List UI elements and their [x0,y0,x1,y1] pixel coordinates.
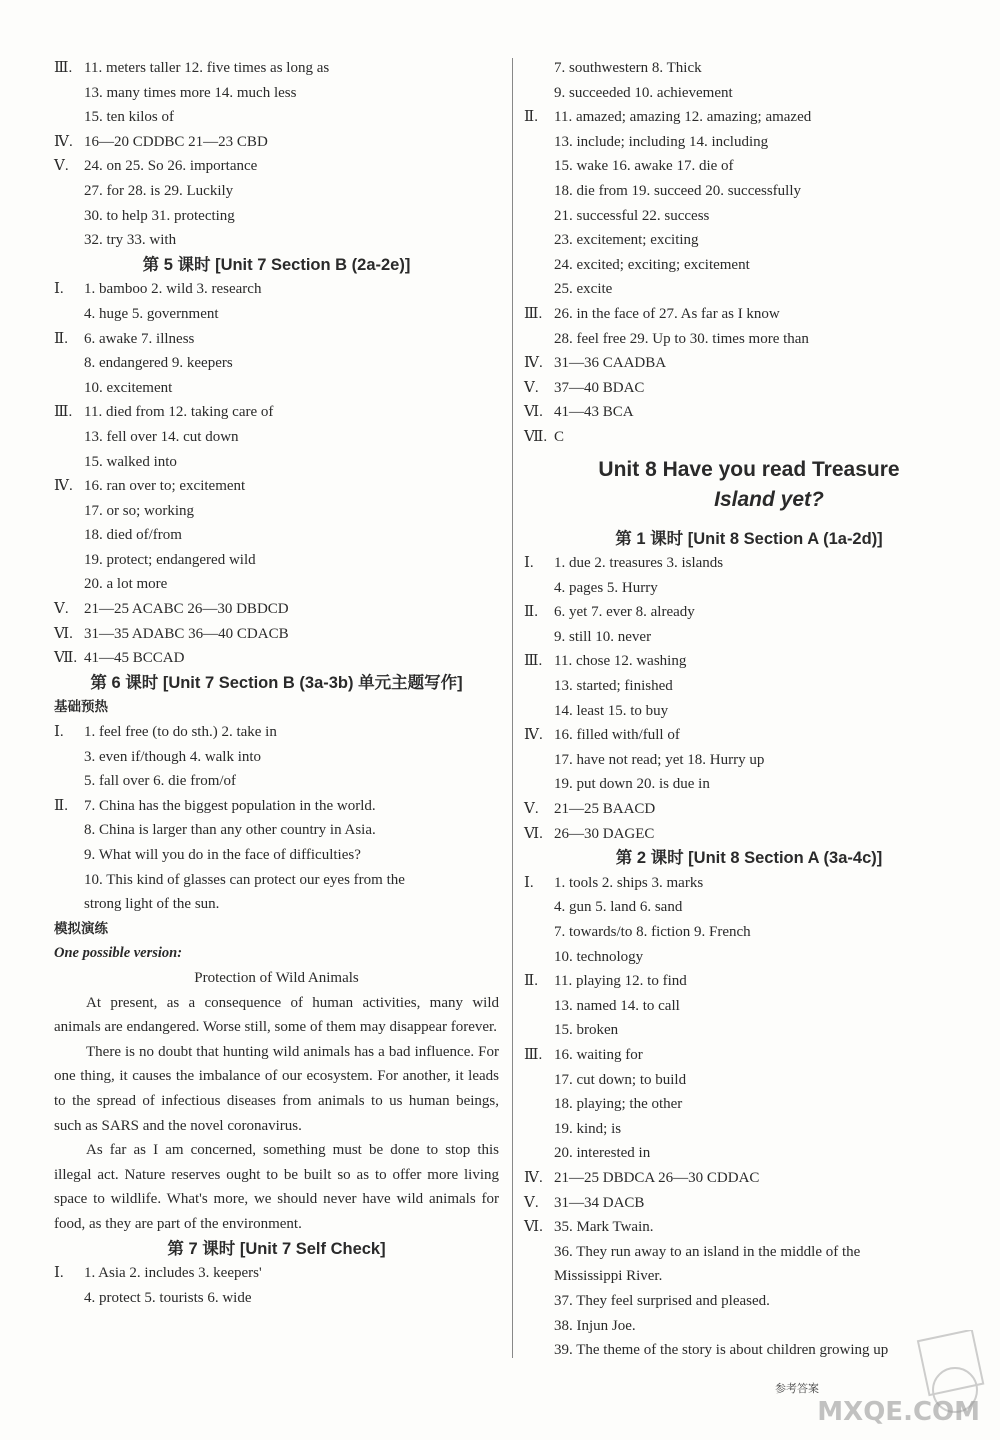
watermark-text: MXQE.COM [817,1397,980,1427]
answer-text: 11. amazed; amazing 12. amazing; amazed [554,109,812,126]
answer-text: 23. excitement; exciting [554,232,699,249]
answer-text: 11. died from 12. taking care of [84,404,274,421]
answer-text: 30. to help 31. protecting [84,207,235,224]
answer-line [524,228,974,253]
section-numeral: Ⅵ. [524,825,543,842]
answer-line [54,892,499,917]
answer-text: 1. Asia 2. includes 3. keepers' [84,1265,262,1282]
answer-line [524,1141,974,1166]
answer-line [524,1289,974,1314]
answer-text: 18. die from 19. succeed 20. successfully [554,182,802,199]
answer-text: 20. interested in [554,1145,651,1162]
right-column [524,56,974,1363]
answer-text: 21—25 BAACD [554,801,656,818]
answer-text: 19. kind; is [554,1120,622,1137]
answer-line [524,699,974,724]
answer-line [524,625,974,650]
answer-text: 3. even if/though 4. walk into [84,748,262,765]
answer-line [524,723,974,748]
answer-text: 28. feel free 29. Up to 30. times more than [554,330,809,347]
lesson-heading: 第 2 课时 [Unit 8 Section A (3a-4c)] [615,849,883,868]
section-numeral: Ⅵ. [524,404,543,421]
answer-line [524,130,974,155]
answer-text: 17. or so; working [84,502,194,519]
answer-line [524,327,974,352]
answer-line [54,572,499,597]
answer-line [54,56,499,81]
answer-line [54,105,499,130]
answer-line [524,1191,974,1216]
answer-line [524,1092,974,1117]
answer-line [54,745,499,770]
answer-text: 19. protect; endangered wild [84,551,256,568]
answer-text: 16. ran over to; excitement [84,478,246,495]
section-numeral: Ⅵ. [524,1219,543,1236]
answer-line [54,228,499,253]
footer-label: 参考答案 [775,1382,819,1395]
answer-line [524,895,974,920]
section-numeral: Ⅳ. [54,133,73,150]
answer-text: 31—36 CAADBA [554,355,667,372]
answer-text: 32. try 33. with [84,232,177,249]
essay-paragraph: At present, as a consequence of human activities, many wild animals are endangered. Worse still, some of them may disappear forever. [54,994,499,1036]
answer-line [524,179,974,204]
answer-line [524,1240,974,1265]
section-numeral: Ⅱ. [524,604,538,621]
answer-text: 6. yet 7. ever 8. already [554,604,695,621]
answer-text: 9. What will you do in the face of difficulties? [84,847,361,863]
answer-line [524,945,974,970]
answer-line [54,646,499,671]
lesson-heading: 第 7 课时 [Unit 7 Self Check] [167,1239,386,1258]
unit-title-line1: Unit 8 Have you read Treasure [598,457,900,481]
answer-line [524,81,974,106]
answer-text: 13. named 14. to call [554,997,680,1014]
lesson-heading: 第 1 课时 [Unit 8 Section A (1a-2d)] [615,529,883,548]
section-numeral: Ⅲ. [54,404,73,421]
answer-text: 8. endangered 9. keepers [84,355,233,372]
essay-paragraph: There is no doubt that hunting wild animals has a bad influence. For one thing, it causes the imbalance of our ecosystem. For another, it leads to the spread of infectious diseases from animals to us human beings, such as SARS and the novel coronavirus. [54,1043,499,1134]
section-numeral: Ⅴ. [54,158,69,175]
answer-text: 26—30 DAGEC [554,825,655,842]
answer-text: 21—25 ACABC 26—30 DBDCD [84,601,289,618]
answer-line [524,1117,974,1142]
section-numeral: Ⅲ. [54,60,73,76]
section-numeral: Ⅱ. [524,109,538,126]
answer-text: 41—45 BCCAD [84,650,185,667]
answer-text: 7. southwestern 8. Thick [554,60,702,76]
answer-line [524,822,974,847]
section-numeral: Ⅱ. [54,797,68,814]
section-numeral: Ⅱ. [54,330,68,347]
answer-line [54,597,499,622]
answer-line [54,818,499,843]
column-divider [512,58,513,1358]
answer-line [524,1018,974,1043]
answer-text: 1. due 2. treasures 3. islands [554,555,724,572]
answer-line [524,871,974,896]
section-numeral: Ⅰ. [54,281,64,298]
answer-text: 4. pages 5. Hurry [554,579,658,596]
answer-text: 37—40 BDAC [554,379,645,396]
lesson-heading: 第 6 课时 [Unit 7 Section B (3a-3b) 单元主题写作] [90,673,463,692]
answer-text: 19. put down 20. is due in [554,776,710,793]
answer-line [524,351,974,376]
section-numeral: Ⅲ. [524,305,543,322]
answer-text: Mississippi River. [554,1268,663,1285]
answer-text: 4. gun 5. land 6. sand [554,899,683,916]
answer-text: 15. broken [554,1022,619,1039]
answer-text: 9. succeeded 10. achievement [554,84,733,101]
section-numeral: Ⅴ. [54,601,69,618]
answer-line [54,548,499,573]
answer-text: 41—43 BCA [554,404,634,421]
answer-text: 17. have not read; yet 18. Hurry up [554,751,765,768]
subsection-label: 基础预热 [54,699,108,716]
answer-line [54,400,499,425]
answer-line [54,450,499,475]
answer-text: 21—25 DBDCA 26—30 CDDAC [554,1169,760,1186]
section-numeral: Ⅴ. [524,1194,539,1211]
answer-line [524,748,974,773]
answer-text: 20. a lot more [84,576,168,593]
answer-text: 16. filled with/full of [554,727,680,744]
answer-line [54,81,499,106]
answer-text: 38. Injun Joe. [554,1317,636,1334]
answer-line [524,154,974,179]
answer-text: 17. cut down; to build [554,1071,687,1088]
watermark-logo [805,1330,990,1430]
essay-title: Protection of Wild Animals [194,969,359,986]
section-numeral: Ⅳ. [524,355,543,372]
answer-text: 15. ten kilos of [84,109,174,126]
answer-text: 18. died of/from [84,527,182,544]
answer-text: 18. playing; the other [554,1096,683,1113]
answer-text: 10. This kind of glasses can protect our eyes from the [84,871,405,888]
answer-line [524,376,974,401]
answer-text: 39. The theme of the story is about children growing up [554,1342,889,1359]
section-numeral: Ⅱ. [524,973,538,990]
answer-line [524,105,974,130]
answer-text: 31—35 ADABC 36—40 CDACB [84,625,289,642]
section-numeral: Ⅳ. [524,1169,543,1186]
answer-line [524,1264,974,1289]
essay-paragraph: As far as I am concerned, something must be done to stop this illegal act. Nature reserves ought to be built so as to offer more living space to wildlife. What's more, we should never have wild animals for food, as they are part of the environment. [54,1142,499,1232]
answer-text: 7. towards/to 8. fiction 9. French [554,924,751,940]
answer-text: 15. wake 16. awake 17. die of [554,158,734,175]
answer-text: 11. meters taller 12. five times as long as [84,60,330,76]
answer-line [54,277,499,302]
answer-line [54,843,499,868]
section-numeral: Ⅰ. [524,874,534,891]
answer-line [524,400,974,425]
answer-line [524,204,974,229]
section-numeral: Ⅰ. [54,1265,64,1282]
answer-text: 1. tools 2. ships 3. marks [554,874,704,891]
answer-text: C [554,428,565,445]
answer-text: 8. China is larger than any other country in Asia. [84,822,376,839]
answer-line [54,720,499,745]
answer-text: 9. still 10. never [554,628,652,645]
section-numeral: Ⅴ. [524,801,539,818]
answer-line [524,1043,974,1068]
answer-text: 15. walked into [84,453,177,470]
answer-line [54,376,499,401]
answer-text: 5. fall over 6. die from/of [84,773,237,790]
answer-text: 13. many times more 14. much less [84,84,297,101]
answer-line [54,794,499,819]
answer-line [524,1068,974,1093]
section-numeral: Ⅳ. [524,727,543,744]
answer-line [54,351,499,376]
answer-line [54,425,499,450]
section-numeral: Ⅲ. [524,653,543,670]
answer-line [524,994,974,1019]
answer-text: 36. They run away to an island in the middle of the [554,1243,861,1260]
answer-text: 13. include; including 14. including [554,133,769,150]
answer-text: 13. started; finished [554,678,673,695]
section-numeral: Ⅲ. [524,1046,543,1063]
answer-line [524,674,974,699]
answer-line [54,327,499,352]
answer-text: 1. bamboo 2. wild 3. research [84,281,262,298]
lesson-heading: 第 5 课时 [Unit 7 Section B (2a-2e)] [142,255,411,274]
answer-line [54,868,499,893]
answer-text: 13. fell over 14. cut down [84,428,239,445]
answer-line [54,204,499,229]
answer-line [54,769,499,794]
answer-line [54,302,499,327]
answer-line [524,1166,974,1191]
section-numeral: Ⅰ. [54,724,64,741]
answer-line [54,179,499,204]
answer-line [54,499,499,524]
answer-text: 24. excited; exciting; excitement [554,256,750,273]
answer-text: 21. successful 22. success [554,207,710,224]
answer-text: 4. protect 5. tourists 6. wide [84,1289,252,1306]
answer-line [524,969,974,994]
section-numeral: Ⅶ. [524,428,548,445]
answer-line [524,1215,974,1240]
answer-line [54,523,499,548]
answer-line [524,551,974,576]
section-numeral: Ⅵ. [54,625,73,642]
answer-text: 10. excitement [84,379,173,396]
answer-text: 4. huge 5. government [84,305,219,322]
answer-line [54,130,499,155]
unit-title-line2: Island yet? [714,487,824,511]
answer-text: 35. Mark Twain. [554,1219,654,1236]
answer-text: 14. least 15. to buy [554,702,669,719]
answer-text: 24. on 25. So 26. importance [84,158,258,175]
answer-line [524,277,974,302]
answer-line [524,920,974,945]
answer-line [524,302,974,327]
answer-line [54,1261,499,1286]
sample-label: One possible version: [54,945,183,962]
section-numeral: Ⅳ. [54,478,73,495]
answer-line [524,772,974,797]
section-numeral: Ⅶ. [54,650,78,667]
answer-text: 16—20 CDDBC 21—23 CBD [84,133,268,150]
answer-text: 11. playing 12. to find [554,973,687,990]
answer-line [524,797,974,822]
answer-text: 16. waiting for [554,1046,643,1063]
answer-text: 25. excite [554,281,613,298]
section-numeral: Ⅴ. [524,379,539,396]
section-numeral: Ⅰ. [524,555,534,572]
answer-text: 31—34 DACB [554,1194,645,1211]
left-column [54,56,499,1310]
answer-text: 1. feel free (to do sth.) 2. take in [84,724,277,741]
answer-text: 6. awake 7. illness [84,330,195,347]
answer-line [54,622,499,647]
answer-line [524,576,974,601]
answer-line [54,154,499,179]
answer-line [54,1286,499,1311]
answer-line [54,474,499,499]
answer-text: 27. for 28. is 29. Luckily [84,182,234,199]
answer-line [524,253,974,278]
answer-text: 37. They feel surprised and pleased. [554,1292,770,1309]
answer-text: strong light of the sun. [84,896,220,913]
answer-line [524,600,974,625]
answer-line [524,649,974,674]
answer-text: 11. chose 12. washing [554,653,687,670]
answer-text: 10. technology [554,948,644,965]
subsection-label: 模拟演练 [54,920,108,937]
answer-text: 7. China has the biggest population in the world. [84,797,376,814]
answer-line [524,425,974,450]
unit-title [524,455,974,515]
answer-text: 26. in the face of 27. As far as I know [554,305,780,322]
answer-line [524,56,974,81]
